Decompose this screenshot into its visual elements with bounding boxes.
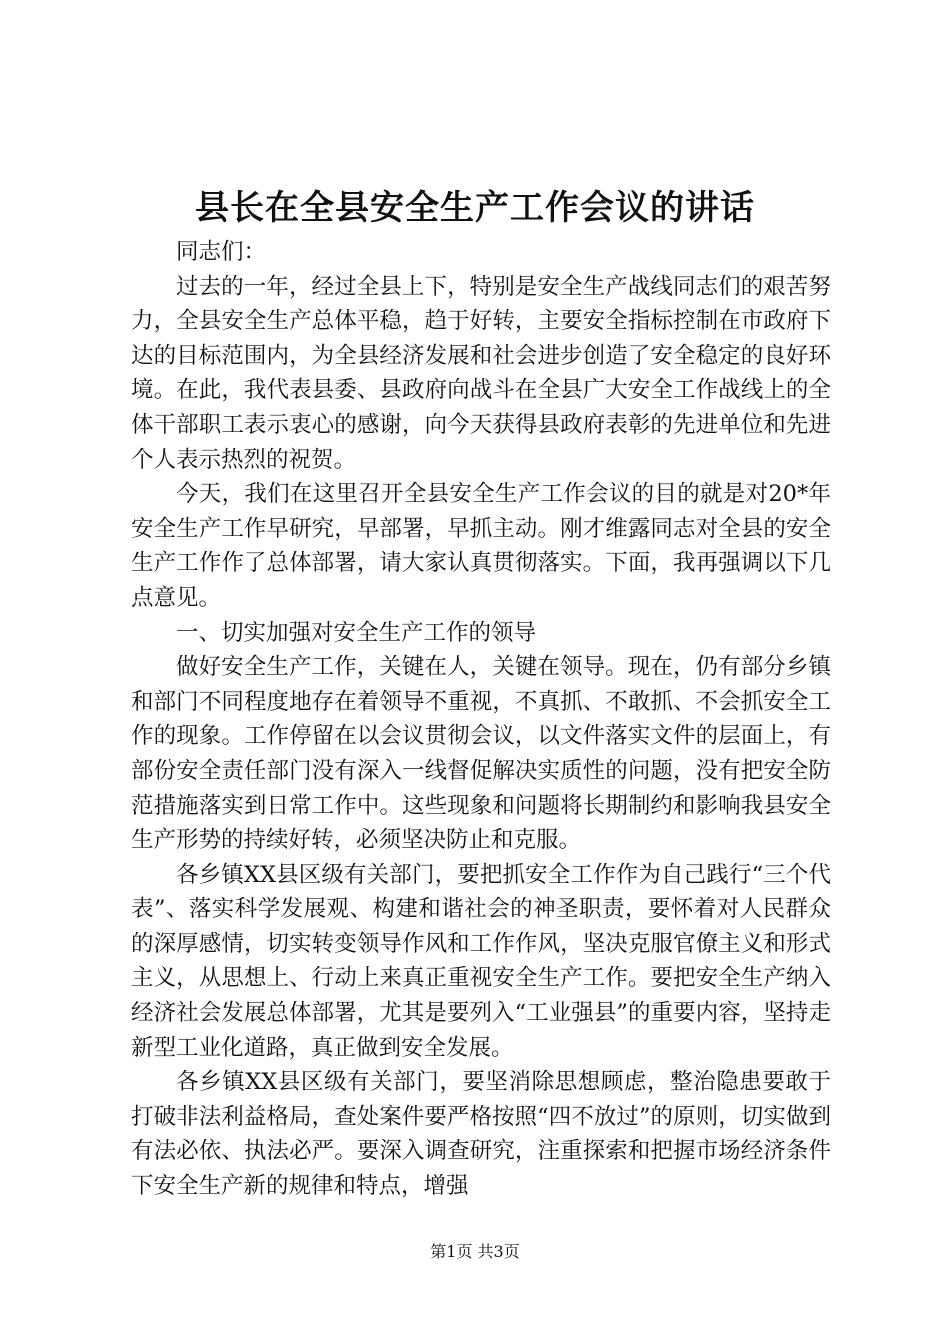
document-body [131,235,831,1204]
body-paragraph: 做好安全生产工作，关键在人，关键在领导。现在，仍有部分乡镇和部门不同程度地存在着领导不重视，不真抓、不敢抓、不会抓安全工作的现象。工作停留在以会议贯彻会议，以文件落实文件的层面上，有部份安全责任部门没有深入一线督促解决实质性的问题，没有把安全防范措施落实到日常工作中。这些现象和问题将长期制约和影响我县安全生产形势的持续好转，必须坚决防止和克服。 [131,654,831,854]
body-paragraph: 今天，我们在这里召开全县安全生产工作会议的目的就是对20*年安全生产工作早研究，早部署，早抓主动。刚才维露同志对全县的安全生产工作作了总体部署，请大家认真贯彻落实。下面，我再强调以下几点意见。 [131,481,831,611]
body-paragraph: 各乡镇XX县区级有关部门，要把抓安全工作作为自己践行“三个代表”、落实科学发展观、构建和谐社会的神圣职责，要怀着对人民群众的深厚感情，切实转变领导作风和工作作风，坚决克服官僚主义和形式主义，从思想上、行动上来真正重视安全生产工作。要把安全生产纳入经济社会发展总体部署，尤其是要列入“工业强县”的重要内容，坚持走新型工业化道路，真正做到安全发展。 [131,861,831,1061]
section-heading: 一、切实加强对安全生产工作的领导 [176,619,537,646]
page-number-footer: 第1页 共3页 [430,1242,520,1261]
document-title: 县长在全县安全生产工作会议的讲话 [195,188,755,228]
body-paragraph: 各乡镇XX县区级有关部门，要坚消除思想顾虑，整治隐患要敢于打破非法利益格局，查处案件要严格按照“四不放过”的原则，切实做到有法必依、执法必严。要深入调查研究，注重探索和把握市场经济条件下安全生产新的规律和特点，增强 [131,1069,831,1200]
body-paragraph: 过去的一年，经过全县上下，特别是安全生产战线同志们的艰苦努力，全县安全生产总体平稳，趋于好转，主要安全指标控制在市政府下达的目标范围内，为全县经济发展和社会进步创造了安全稳定的良好环境。在此，我代表县委、县政府向战斗在全县广大安全工作战线上的全体干部职工表示衷心的感谢，向今天获得县政府表彰的先进单位和先进个人表示热烈的祝贺。 [131,273,831,473]
salutation-paragraph: 同志们： [176,239,267,265]
